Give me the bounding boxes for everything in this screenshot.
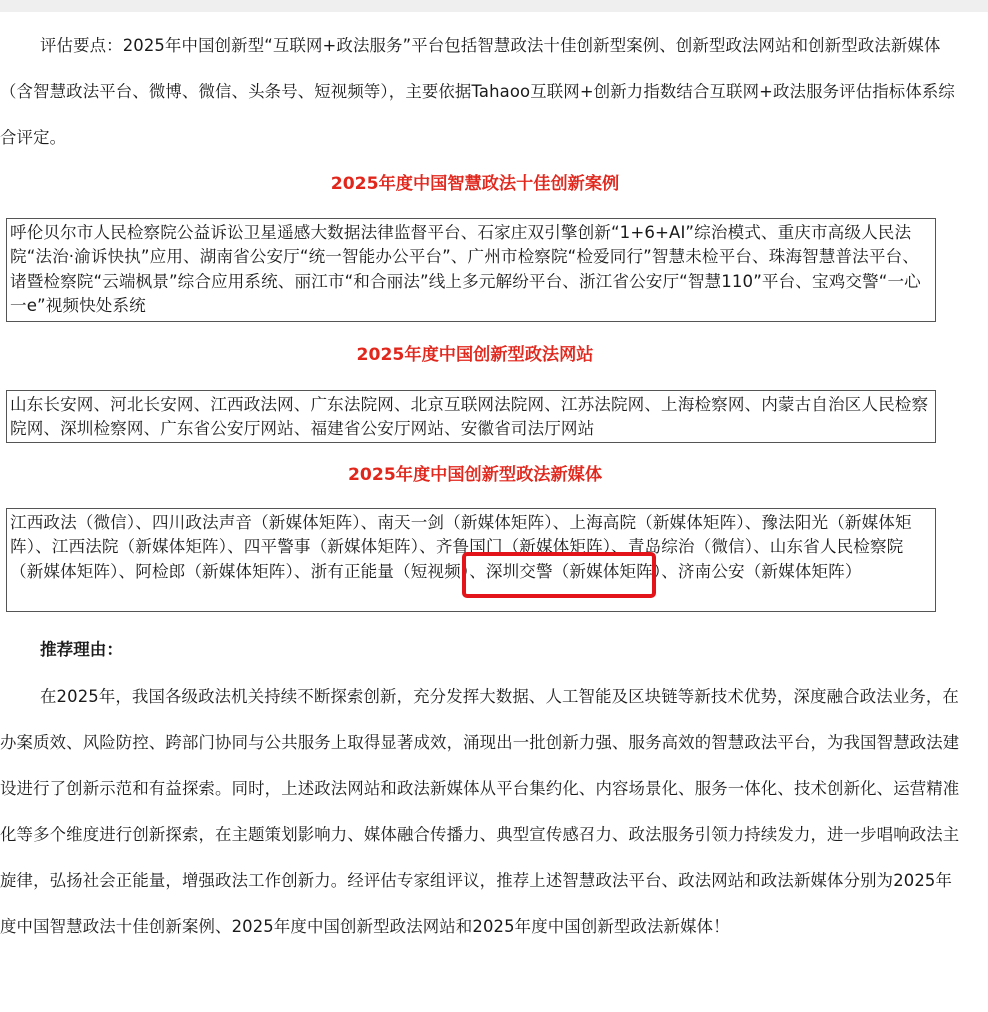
top-gray-strip bbox=[0, 0, 988, 12]
section-title-websites: 2025年度中国创新型政法网站 bbox=[356, 345, 594, 365]
reason-paragraph: 在2025年，我国各级政法机关持续不断探索创新，充分发挥大数据、人工智能及区块链等新技术优势，深度融合政法业务，在办案质效、风险防控、跨部门协同与公共服务上取得显著成效，涌现出一批创新力强、服务高效的智慧政法平台，为我国智慧政法建设进行了创新示范和有益探索。同时，上述政法网站和政法新媒体从平台集约化、内容场景化、服务一体化、技术创新化、运营精准化等多个维度进行创新探索，在主题策划影响力、媒体融合传播力、典型宣传感召力、政法服务引领力持续发力，进一步唱响政法主旋律，弘扬社会正能量，增强政法工作创新力。经评估专家组评议，推荐上述智慧政法平台、政法网站和政法新媒体分别为2025年度中国智慧政法十佳创新案例、2025年度中国创新型政法网站和2025年度中国创新型政法新媒体！ bbox=[0, 687, 960, 936]
section-title-cases: 2025年度中国智慧政法十佳创新案例 bbox=[330, 174, 620, 194]
highlight-annotation-box bbox=[462, 552, 656, 598]
reason-label: 推荐理由： bbox=[40, 640, 123, 659]
section-title-new-media: 2025年度中国创新型政法新媒体 bbox=[347, 465, 603, 485]
cases-list-box: 呼伦贝尔市人民检察院公益诉讼卫星遥感大数据法律监督平台、石家庄双引擎创新“1+6+AI”综治模式、重庆市高级人民法院“法治·渝诉快执”应用、湖南省公安厅“统一智能办公平台”、广州市检察院“检爱同行”智慧未检平台、珠海智慧普法平台、诸暨检察院“云端枫景”综合应用系统、丽江市“和合丽法”线上多元解纷平台、浙江省公安厅“智慧110”平台、宝鸡交警“一心一e”视频快处系统 bbox=[6, 218, 936, 322]
new-media-list-box: 江西政法（微信）、四川政法声音（新媒体矩阵）、南天一剑（新媒体矩阵）、上海高院（新媒体矩阵）、豫法阳光（新媒体矩阵）、江西法院（新媒体矩阵）、四平警事（新媒体矩阵）、齐鲁国门（新媒体矩阵）、青岛综治（微信）、山东省人民检察院（新媒体矩阵）、阿检郎（新媒体矩阵）、浙有正能量（短视频）、深圳交警（新媒体矩阵）、济南公安（新媒体矩阵） bbox=[6, 508, 936, 612]
intro-paragraph: 评估要点：2025年中国创新型“互联网+政法服务”平台包括智慧政法十佳创新型案例、创新型政法网站和创新型政法新媒体（含智慧政法平台、微博、微信、头条号、短视频等），主要依据Tahaoo互联网+创新力指数结合互联网+政法服务评估指标体系综合评定。 bbox=[0, 36, 955, 147]
websites-list-box: 山东长安网、河北长安网、江西政法网、广东法院网、北京互联网法院网、江苏法院网、上海检察网、内蒙古自治区人民检察院网、深圳检察网、广东省公安厅网站、福建省公安厅网站、安徽省司法厅网站 bbox=[6, 390, 936, 443]
